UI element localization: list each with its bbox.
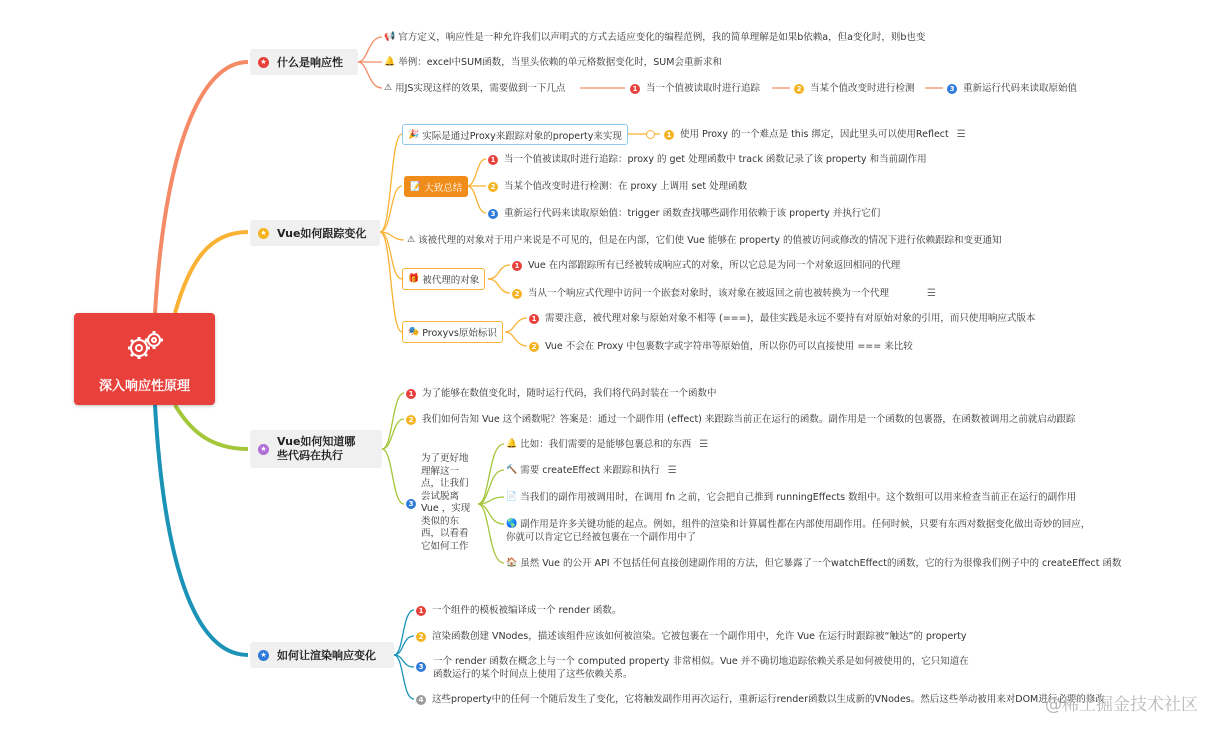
connector-branch-4 xyxy=(155,405,248,655)
watermark: @稀土掘金技术社区 xyxy=(1045,695,1198,715)
number-1-icon: 1 xyxy=(630,84,640,94)
note-icon[interactable]: ☰ xyxy=(667,465,677,476)
megaphone-icon: 📢 xyxy=(384,32,396,42)
warning-icon: ⚠ xyxy=(407,235,416,245)
list-item[interactable]: 1 需要注意，被代理对象与原始对象不相等 (===)，最佳实践是永远不要持有对原始对象的引用，而只使用响应式版本 xyxy=(529,312,1035,325)
number-1-icon: 1 xyxy=(664,130,674,140)
house-icon: 🏠 xyxy=(506,558,518,568)
number-1-icon: 1 xyxy=(406,389,416,399)
list-item[interactable]: 2 当从一个响应式代理中访问一个嵌套对象时，该对象在被返回之前也被转换为一个代理 ☰ xyxy=(512,287,936,300)
number-1-icon: 1 xyxy=(529,314,539,324)
note-icon[interactable]: ☰ xyxy=(699,439,709,450)
branch-title: 如何让渲染响应变化 xyxy=(277,649,376,662)
collapse-toggle[interactable] xyxy=(646,130,655,139)
connector-branch-2 xyxy=(175,232,248,313)
step-item[interactable]: 3 重新运行代码来读取原始值 xyxy=(947,82,1077,95)
bell-icon: 🔔 xyxy=(384,57,396,67)
list-item[interactable]: 🔨 需要 createEffect 来跟踪和执行 ☰ xyxy=(506,465,677,476)
summary-node[interactable]: 📝 大致总结 xyxy=(404,176,468,197)
connector-branch-1 xyxy=(155,62,248,313)
number-1-icon: 1 xyxy=(512,261,522,271)
list-item[interactable]: 3 重新运行代码来读取原始值：trigger 函数查找哪些副作用依赖于该 property 并执行它们 xyxy=(488,207,880,220)
list-item[interactable]: 2 Vue 不会在 Proxy 中包裹数字或字符串等原始值，所以你仍可以直接使用 === 来比较 xyxy=(529,340,913,353)
note-icon[interactable]: ☰ xyxy=(927,288,936,299)
star-icon: ★ xyxy=(258,228,269,239)
branch-title: 什么是响应性 xyxy=(277,56,343,69)
party-icon: 🎉 xyxy=(408,129,420,140)
list-item[interactable]: 1 Vue 在内部跟踪所有已经被转成响应式的对象，所以它总是为同一个对象返回相同的代理 xyxy=(512,259,900,272)
globe-icon: 🌎 xyxy=(506,519,518,529)
star-icon: ★ xyxy=(258,444,269,455)
list-item[interactable]: 1 一个组件的模板被编译成一个 render 函数。 xyxy=(416,604,621,617)
number-2-icon: 2 xyxy=(529,342,539,352)
branch-render-reactivity[interactable] xyxy=(250,642,394,668)
connector-branch-3 xyxy=(175,405,248,449)
star-icon: ★ xyxy=(258,650,269,661)
note-item[interactable]: 1 使用 Proxy 的一个难点是 this 绑定，因此里头可以使用Reflect ☰ xyxy=(664,128,966,141)
number-2-icon: 2 xyxy=(512,289,522,299)
memo-icon: 📝 xyxy=(410,181,422,192)
step-item[interactable]: 2 当某个值改变时进行检测 xyxy=(794,82,915,95)
list-item[interactable]: 🌎 副作用是许多关键功能的起点。例如，组件的渲染和计算属性都在内部使用副作用。任何时候，只要有东西对数据变化做出奇妙的回应，你就可以肯定它已经被包裹在一个副作用中了 xyxy=(506,519,1091,543)
proxy-vs-raw-node[interactable]: 🎭 Proxyvs原始标识 xyxy=(402,321,503,343)
list-item[interactable]: 📄 当我们的副作用被调用时，在调用 fn 之前，它会把自己推到 runningEffects 数组中。这个数组可以用来检查当前正在运行的副作用 xyxy=(506,492,1077,503)
branch-vue-tracking[interactable] xyxy=(250,220,380,246)
number-2-icon: 2 xyxy=(794,84,804,94)
root-node[interactable] xyxy=(74,313,215,405)
gift-icon: 🎁 xyxy=(408,274,420,284)
step-item[interactable]: 1 当一个值被读取时进行追踪 xyxy=(630,82,760,95)
bell-icon: 🔔 xyxy=(506,439,518,449)
branch-title: Vue如何知道哪些代码在执行 xyxy=(277,435,356,462)
number-1-icon: 1 xyxy=(416,606,426,616)
list-item[interactable]: 1 当一个值被读取时进行追踪：proxy 的 get 处理函数中 track 函数记录了该 property 和当前副作用 xyxy=(488,153,927,166)
proxied-object-node[interactable]: 🎁 被代理的对象 xyxy=(402,268,485,290)
proxy-node[interactable]: 🎉 实际是通过Proxy来跟踪对象的property来实现 xyxy=(402,124,628,145)
number-3-icon: 3 xyxy=(406,499,416,509)
gears-icon xyxy=(125,329,165,363)
list-item[interactable]: 2 我们如何告知 Vue 这个函数呢？答案是：通过一个副作用 (effect) 来跟踪当前正在运行的函数。副作用是一个函数的包裹器，在函数被调用之前就启动跟踪 xyxy=(406,413,1075,426)
root-title: 深入响应性原理 xyxy=(98,379,190,394)
warning-icon: ⚠ xyxy=(384,83,393,93)
number-3-icon: 3 xyxy=(947,84,957,94)
list-item[interactable]: 📢 官方定义，响应性是一种允许我们以声明式的方式去适应变化的编程范例，我的简单理解是如果b依赖a，但a变化时，则b也变 xyxy=(384,32,926,43)
mask-icon: 🎭 xyxy=(408,327,420,337)
branch-what-is-reactivity[interactable] xyxy=(250,49,358,75)
note-icon[interactable]: ☰ xyxy=(956,129,966,140)
number-3-icon: 3 xyxy=(488,209,498,219)
list-item[interactable]: 🏠 虽然 Vue 的公开 API 不包括任何直接创建副作用的方法，但它暴露了一个watchEffect的函数，它的行为很像我们例子中的 createEffect 函数 xyxy=(506,558,1122,569)
number-2-icon: 2 xyxy=(416,632,426,642)
list-item[interactable]: 2 当某个值改变时进行检测：在 proxy 上调用 set 处理函数 xyxy=(488,180,747,193)
paper-icon: 📄 xyxy=(506,492,518,502)
branch-vue-knows-running-code[interactable] xyxy=(250,430,382,468)
number-3-icon: 3 xyxy=(416,662,426,672)
list-item[interactable]: 一个 render 函数在概念上与一个 computed property 非常相似。Vue 并不确切地追踪依赖关系是如何被使用的，它只知道在函数运行的某个时间点上使用了这些依赖关系。 xyxy=(433,656,969,680)
list-item[interactable]: 1 为了能够在数值变化时，随时运行代码，我们将代码封装在一个函数中 xyxy=(406,387,717,400)
number-1-icon: 1 xyxy=(488,155,498,165)
list-item[interactable]: 为了更好地理解这一点，让我们尝试脱离 Vue ，实现类似的东西，以看看它如何工作 xyxy=(421,453,471,552)
list-item[interactable]: 🔔 比如：我们需要的是能够包裹总和的东西 ☰ xyxy=(506,439,709,450)
list-item[interactable]: ⚠ 用JS实现这样的效果，需要做到一下几点 xyxy=(384,83,566,94)
hammer-icon: 🔨 xyxy=(506,465,518,475)
list-item[interactable]: 4 这些property中的任何一个随后发生了变化，它将触发副作用再次运行，重新运行render函数以生成新的VNodes。然后这些举动被用来对DOM进行必要的修改 xyxy=(416,693,1105,706)
branch-title: Vue如何跟踪变化 xyxy=(277,227,367,240)
number-2-icon: 2 xyxy=(488,182,498,192)
star-icon: ★ xyxy=(258,57,269,68)
list-item[interactable]: 2 渲染函数创建 VNodes，描述该组件应该如何被渲染。它被包裹在一个副作用中，允许 Vue 在运行时跟踪被“触达”的 property xyxy=(416,630,967,643)
number-2-icon: 2 xyxy=(406,415,416,425)
list-item[interactable]: 🔔 举例：excel中SUM函数，当里头依赖的单元格数据变化时，SUM会重新求和 xyxy=(384,57,722,68)
list-item[interactable]: ⚠ 该被代理的对象对于用户来说是不可见的，但是在内部，它们使 Vue 能够在 property 的值被访问或修改的情况下进行依赖跟踪和变更通知 xyxy=(407,235,1002,246)
number-4-icon: 4 xyxy=(416,695,426,705)
